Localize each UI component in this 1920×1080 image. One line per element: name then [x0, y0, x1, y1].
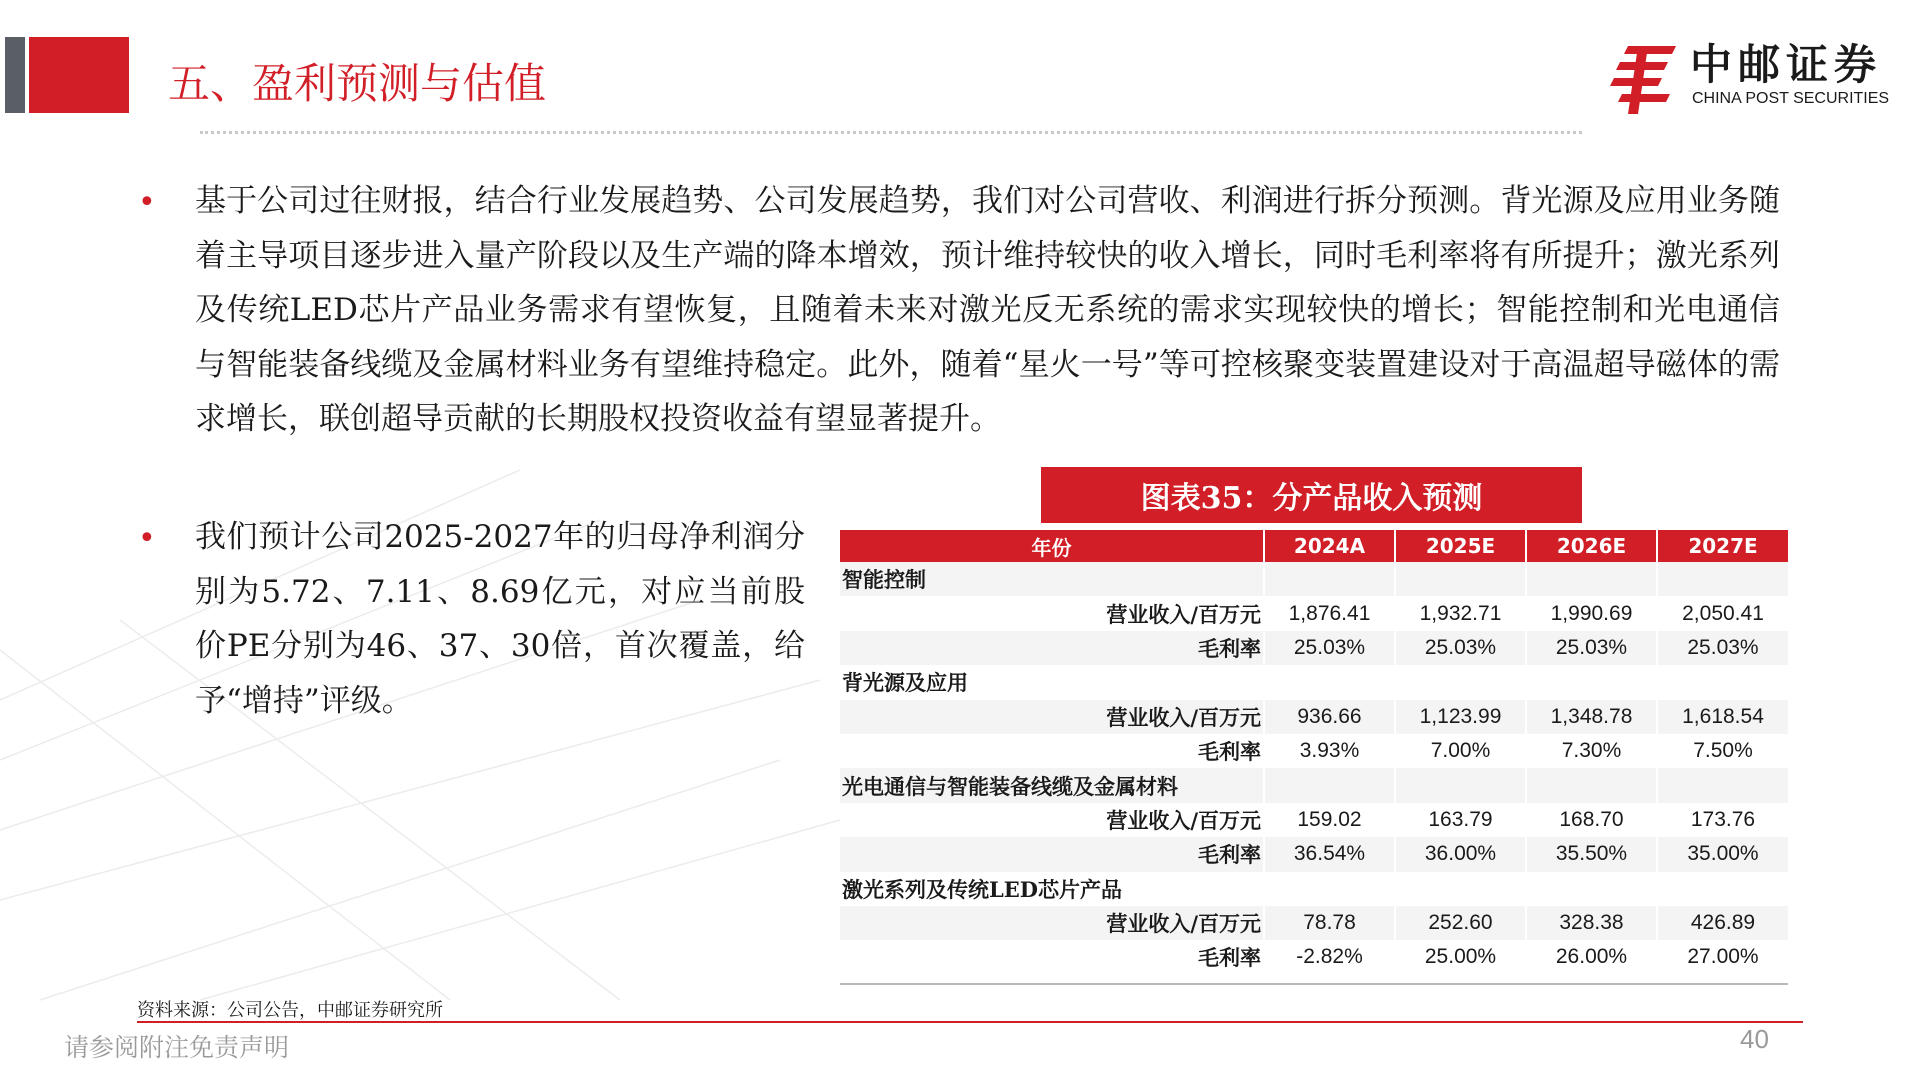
table-row — [840, 940, 1788, 974]
table-cell: 36.54% — [1264, 837, 1395, 871]
row-label: 毛利率 — [840, 734, 1264, 768]
table-cell: 163.79 — [1395, 803, 1526, 837]
logo-english-name: CHINA POST SECURITIES — [1692, 90, 1890, 107]
table-row — [840, 906, 1788, 940]
table-row — [840, 734, 1788, 768]
table-title: 图表35：分产品收入预测 — [1140, 481, 1483, 516]
header-2027e: 2027E — [1657, 530, 1788, 562]
header-gray-block — [5, 37, 25, 113]
table-cell: 1,990.69 — [1526, 596, 1657, 630]
table-cell: 7.00% — [1395, 734, 1526, 768]
segment-row — [840, 562, 1788, 596]
table-cell: 1,618.54 — [1657, 700, 1788, 734]
table-title-banner — [1041, 467, 1582, 523]
row-label: 营业收入/百万元 — [840, 700, 1264, 734]
footer-divider — [137, 1021, 1803, 1023]
table-row — [840, 837, 1788, 871]
table-cell: 35.50% — [1526, 837, 1657, 871]
table-row — [840, 700, 1788, 734]
table-cell: 426.89 — [1657, 906, 1788, 940]
header-2026e: 2026E — [1526, 530, 1657, 562]
table-cell: 25.03% — [1526, 631, 1657, 665]
table-cell: 159.02 — [1264, 803, 1395, 837]
row-label: 营业收入/百万元 — [840, 803, 1264, 837]
header-year: 年份 — [840, 530, 1264, 562]
segment-name: 背光源及应用 — [840, 665, 1264, 699]
table-cell: 25.03% — [1657, 631, 1788, 665]
table-cell: 168.70 — [1526, 803, 1657, 837]
table-cell: 27.00% — [1657, 940, 1788, 974]
segment-name: 智能控制 — [840, 562, 1264, 596]
table-cell: 1,876.41 — [1264, 596, 1395, 630]
table-cell: 328.38 — [1526, 906, 1657, 940]
table-cell: -2.82% — [1264, 940, 1395, 974]
table-row — [840, 803, 1788, 837]
table-cell: 26.00% — [1526, 940, 1657, 974]
china-post-logo-icon — [1608, 42, 1680, 116]
table-cell: 1,932.71 — [1395, 596, 1526, 630]
row-label: 毛利率 — [840, 631, 1264, 665]
table-cell: 936.66 — [1264, 700, 1395, 734]
company-logo — [1608, 40, 1908, 120]
segment-name: 光电通信与智能装备线缆及金属材料 — [840, 768, 1264, 802]
table-bottom-rule — [840, 983, 1788, 985]
table-cell: 25.03% — [1264, 631, 1395, 665]
table-cell: 36.00% — [1395, 837, 1526, 871]
data-source-note: 资料来源：公司公告，中邮证券研究所 — [137, 1000, 443, 1021]
bullet-2: • — [138, 521, 156, 556]
segment-name: 激光系列及传统LED芯片产品 — [840, 872, 1264, 906]
table-cell: 25.03% — [1395, 631, 1526, 665]
table-row — [840, 631, 1788, 665]
row-label: 营业收入/百万元 — [840, 906, 1264, 940]
table-cell: 25.00% — [1395, 940, 1526, 974]
segment-row — [840, 665, 1788, 699]
revenue-forecast-table — [840, 530, 1788, 975]
segment-row — [840, 872, 1788, 906]
table-cell: 7.50% — [1657, 734, 1788, 768]
header-red-block — [29, 37, 129, 113]
table-cell: 78.78 — [1264, 906, 1395, 940]
header-2024a: 2024A — [1264, 530, 1395, 562]
segment-row — [840, 768, 1788, 802]
page-number: 40 — [1740, 1024, 1769, 1054]
disclaimer-note: 请参阅附注免责声明 — [64, 1033, 290, 1062]
table-row — [840, 596, 1788, 630]
paragraph-forecast-basis: 基于公司过往财报，结合行业发展趋势、公司发展趋势，我们对公司营收、利润进行拆分预测。背光源及应用业务随着主导项目逐步进入量产阶段以及生产端的降本增效，预计维持较快的收入增长，同时毛利率将有所提升；激光系列及传统LED芯片产品业务需求有望恢复，且随着未来对激光反无系统的需求实现较快的增长；智能控制和光电通信与智能装备线缆及金属材料业务有望维持稳定。此外，随着“星火一号”等可控核聚变装置建设对于高温超导磁体的需求增长，联创超导贡献的长期股权投资收益有望显著提升。 — [195, 183, 1780, 437]
table-cell: 7.30% — [1526, 734, 1657, 768]
bullet-1: • — [138, 185, 156, 220]
table-cell: 35.00% — [1657, 837, 1788, 871]
table-cell: 3.93% — [1264, 734, 1395, 768]
header-dotted-divider — [200, 131, 1582, 134]
row-label: 毛利率 — [840, 940, 1264, 974]
table-cell: 1,123.99 — [1395, 700, 1526, 734]
table-cell: 1,348.78 — [1526, 700, 1657, 734]
table-cell: 173.76 — [1657, 803, 1788, 837]
page-title: 五、盈利预测与估值 — [168, 59, 547, 108]
table-cell: 252.60 — [1395, 906, 1526, 940]
row-label: 营业收入/百万元 — [840, 596, 1264, 630]
table-cell: 2,050.41 — [1657, 596, 1788, 630]
table-header-row — [840, 530, 1788, 562]
logo-chinese-name: 中邮证券 — [1690, 40, 1883, 89]
header-2025e: 2025E — [1395, 530, 1526, 562]
row-label: 毛利率 — [840, 837, 1264, 871]
paragraph-valuation: 我们预计公司2025-2027年的归母净利润分别为5.72、7.11、8.69亿元，对应当前股价PE分别为46、37、30倍，首次覆盖，给予“增持”评级。 — [195, 519, 805, 719]
